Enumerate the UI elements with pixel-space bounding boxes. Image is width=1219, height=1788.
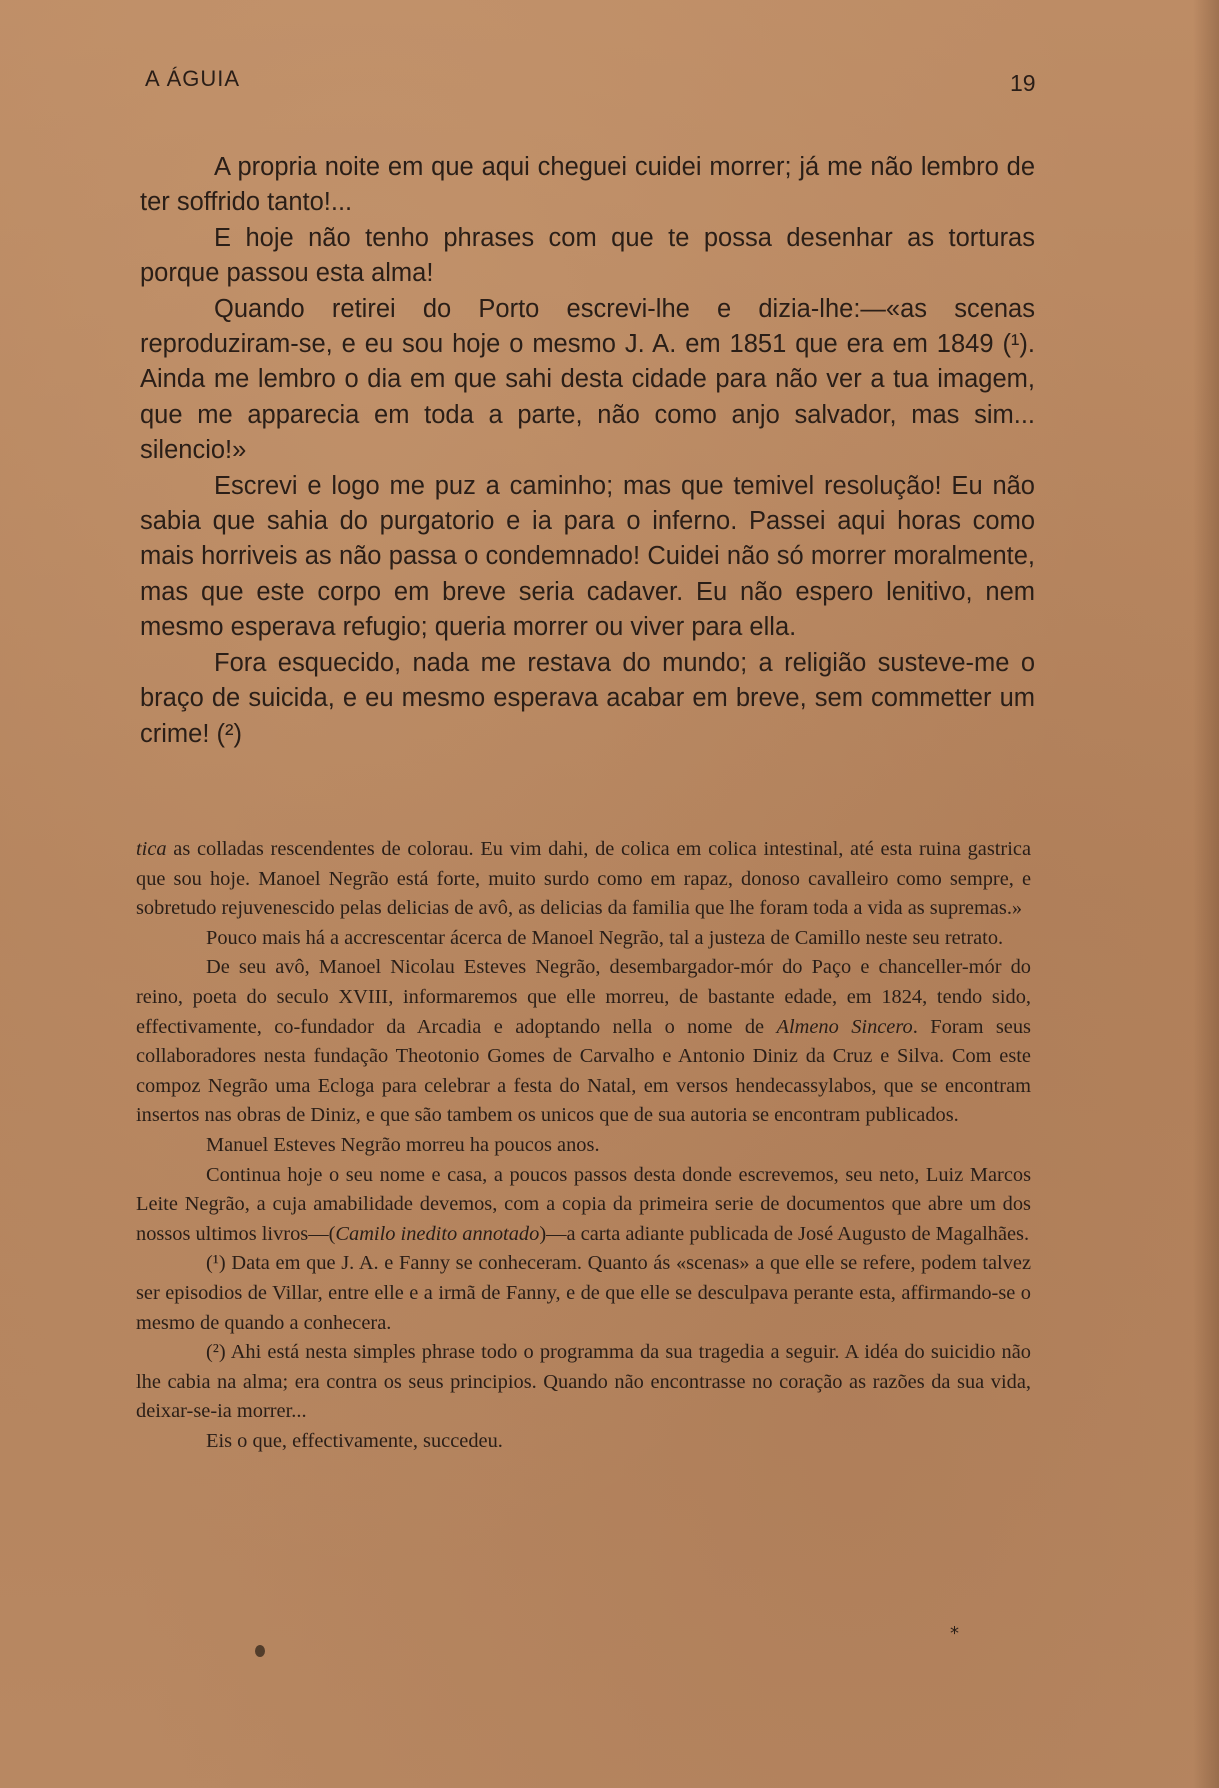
note-paragraph-2: Pouco mais há a accrescentar ácerca de Manoel Negrão, tal a justeza de Camillo neste seu retrato. (206, 926, 1004, 949)
page-number: 19 (1010, 70, 1036, 96)
note-paragraph-5-b: )—a carta adiante publicada de José Augusto de Magalhães. (539, 1222, 1030, 1245)
running-title: A ÁGUIA (145, 66, 241, 91)
note-paragraph-5-a: Continua hoje o seu nome e casa, a poucos passos desta donde escrevemos, seu neto, Luiz Marcos Leite Negrão, a cuja amabilidade devemos, com a copia da primeira serie de documentos que abre um dos nossos ultimos livros—( (136, 1163, 1031, 1245)
page-edge-shadow (1193, 0, 1219, 1788)
note-paragraph-5 (136, 1161, 1031, 1250)
note-continuation (136, 835, 1031, 924)
footnote-1: (¹) Data em que J. A. e Fanny se conheceram. Quanto ás «scenas» a que elle se refere, podem talvez ser episodios de Villar, entre elle e a irmã de Fanny, e de que elle se desculpava perante esta, affirmando-se o mesmo de quando a conhecera. (136, 1252, 1031, 1334)
note-continuation-text: as colladas rescendentes de colorau. Eu vim dahi, de colica em colica intestinal, até esta ruina gastrica que sou hoje. Manoel Negrão está forte, muito surdo como em rapaz, donoso cavalleiro como sempre, e sobretudo rejuvenescido pelas delicias de avô, as delicias da familia que lhe foram toda a vida as supremas.» (136, 838, 1031, 920)
note-paragraph-4: Manuel Esteves Negrão morreu ha poucos anos. (206, 1133, 600, 1156)
body-paragraph-2: E hoje não tenho phrases com que te possa desenhar as torturas porque passou esta alma! (140, 223, 1035, 288)
note-continuation-italic: tica (136, 838, 167, 860)
note-paragraph-5-italic: Camilo inedito annotado (335, 1222, 540, 1245)
ink-speck (255, 1645, 265, 1657)
body-paragraph-1: A propria noite em que aqui cheguei cuidei morrer; já me não lembro de ter soffrido tanto!... (140, 153, 1035, 217)
body-paragraph-5: Fora esquecido, nada me restava do mundo; a religião susteve-me o braço de suicida, e eu mesmo esperava acabar em breve, sem commetter um crime! (²) (140, 648, 1035, 748)
notes-section (136, 835, 1031, 1456)
body-paragraph-4: Escrevi e logo me puz a caminho; mas que temivel resolução! Eu não sabia que sahia do purgatorio e ia para o inferno. Passei aqui horas como mais horriveis as não passa o condemnado! Cuidei não só morrer moralmente, mas que este corpo em breve seria cadaver. Eu não espero lenitivo, nem mesmo esperava refugio; queria morrer ou viver para ella. (140, 471, 1035, 642)
note-paragraph-3-a: De seu avô, Manoel Nicolau Esteves Negrão, desembargador-mór do Paço e chanceller-mór do reino, poeta do seculo XVIII, informaremos que elle morreu, de bastante edade, em 1824, tendo sido, effectivamente, co-fundador da Arcadia e adoptando nella o nome de (136, 956, 1031, 1038)
note-paragraph-3-b: . Foram seus collaboradores nesta fundação Theotonio Gomes de Carvalho e Antonio Diniz da Cruz e Silva. Com este compoz Negrão uma Ecloga para celebrar a festa do Natal, em versos hendecassylabos, que se encontram insertos nas obras de Diniz, e que são tambem os unicos que de sua autoria se encontram publicados. (136, 1015, 1031, 1127)
body-paragraph-3: Quando retirei do Porto escrevi-lhe e dizia-lhe:—«as scenas reproduziram-se, e eu sou hoje o mesmo J. A. em 1851 que era em 1849 (¹). Ainda me lembro o dia em que sahi desta cidade para não ver a tua imagem, que me apparecia em toda a parte, não como anjo salvador, mas sim... silencio!» (140, 294, 1035, 465)
footnote-2: (²) Ahi está nesta simples phrase todo o programma da sua tragedia a seguir. A idéa do suicidio não lhe cabia na alma; era contra os seus principios. Quando não encontrasse no coração as razões da sua vida, deixar-se-ia morrer... (136, 1341, 1031, 1423)
footnote-2-tail: Eis o que, effectivamente, succedeu. (206, 1429, 503, 1452)
note-paragraph-3-italic: Almeno Sincero (776, 1015, 913, 1038)
asterisk-ornament: * (950, 1623, 959, 1644)
main-text (140, 150, 1035, 752)
note-paragraph-3 (136, 953, 1031, 1131)
